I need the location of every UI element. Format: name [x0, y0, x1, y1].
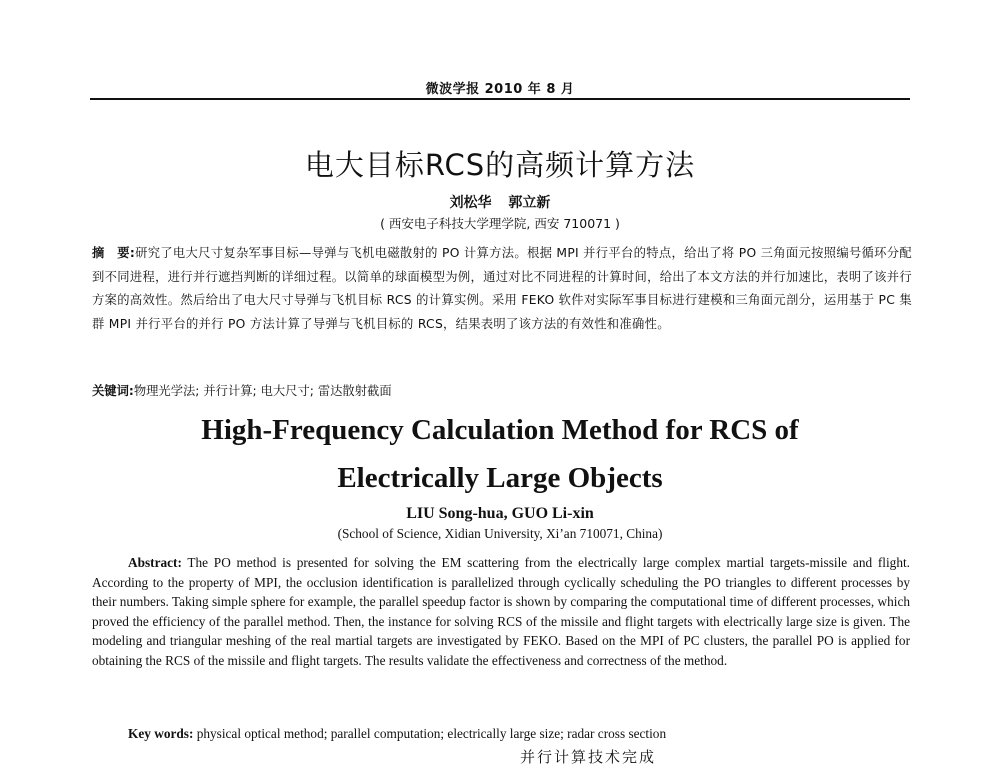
english-abstract-label: Abstract: — [128, 555, 182, 570]
chinese-abstract — [92, 242, 912, 336]
chinese-affiliation: ( 西安电子科技大学理学院, 西安 710071 ) — [380, 216, 620, 231]
english-title-line-1: High-Frequency Calculation Method for RCS of — [201, 414, 799, 446]
journal-header: 微波学报 2010 年 8 月 — [425, 82, 575, 97]
header-rule — [90, 98, 910, 100]
english-keywords-text: physical optical method; parallel computation; electrically large size; radar cross section — [193, 726, 667, 741]
chinese-authors: 刘松华 郭立新 — [449, 195, 551, 211]
footer-fragment: 并行计算技术完成 — [520, 748, 657, 766]
english-abstract — [92, 553, 910, 670]
chinese-keywords — [92, 381, 912, 399]
english-abstract-text: The PO method is presented for solving the EM scattering from the electrically large complex martial targets-missile and flight. According to the property of MPI, the occlusion identification is parallelized through cyclically scheduling the PO triangles to different processes by their numbers. Taking simple sphere for example, the parallel speedup factor is shown by comparing the computational time of different processes, which proved the efficiency of the parallel method. Then, the instance for solving RCS of the missile and flight targets with electrically large size is given. The modeling and triangular meshing of the real martial targets are investigated by FEKO. Based on the MPI of PC clusters, the parallel PO is applied for obtaining the RCS of the missile and flight targets. The results validate the effectiveness and correctness of the method. — [92, 555, 910, 668]
chinese-abstract-text: 研究了电大尺寸复杂军事目标—导弹与飞机电磁散射的 PO 计算方法。根据 MPI 并行平台的特点，给出了将 PO 三角面元按照编号循环分配到不同进程，进行并行遮挡判断的详细过程。以简单的球面模型为例，通过对比不同进程的计算时间，给出了本文方法的并行加速比，表明了该并行方案的高效性。然后给出了电大尺寸导弹与飞机目标 RCS 的计算实例。采用 FEKO 软件对实际军事目标进行建模和三角面元剖分，运用基于 PC 集群 MPI 并行平台的并行 PO 方法计算了导弹与飞机目标的 RCS，结果表明了该方法的有效性和准确性。 — [92, 246, 912, 331]
english-title-line-2: Electrically Large Objects — [337, 462, 663, 494]
english-title — [0, 406, 1000, 502]
chinese-keywords-label: 关键词: — [92, 384, 134, 398]
english-affiliation: (School of Science, Xidian University, Xi’an 710071, China) — [337, 526, 663, 541]
chinese-keywords-text: 物理光学法; 并行计算; 电大尺寸; 雷达散射截面 — [133, 384, 392, 398]
english-keywords — [128, 726, 908, 742]
chinese-title: 电大目标RCS的高频计算方法 — [304, 148, 696, 182]
chinese-abstract-label: 摘 要: — [92, 246, 136, 260]
english-keywords-label: Key words: — [128, 726, 194, 741]
english-authors: LIU Song-hua, GUO Li-xin — [406, 505, 594, 522]
